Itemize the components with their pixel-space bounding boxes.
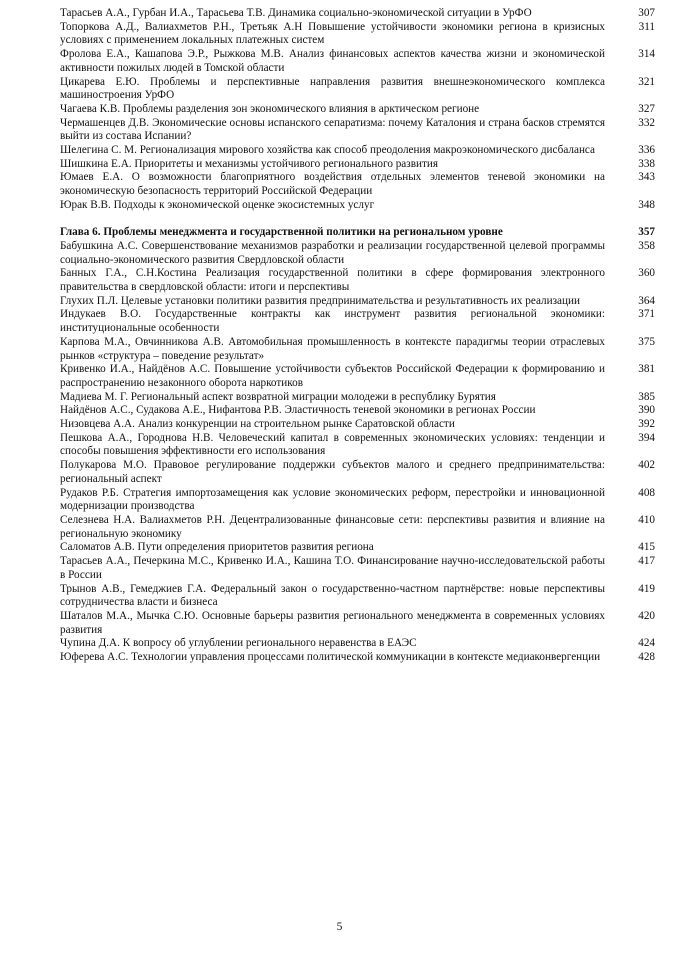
toc-entry-page: 311	[638, 20, 655, 33]
toc-entry-page: 327	[638, 102, 655, 115]
toc-entry	[60, 308, 655, 335]
toc-entry	[60, 48, 655, 75]
toc-entry-title: Индукаев В.О. Государственные контракты как инструмент развития региональной экономики: институциональные особенности	[60, 308, 605, 335]
chapter-heading	[60, 226, 655, 240]
toc-entry	[60, 336, 655, 363]
table-of-contents	[60, 7, 655, 665]
toc-entry	[60, 651, 655, 665]
toc-entry-page: 410	[638, 514, 655, 526]
toc-entry-title: Карпова М.А., Овчинникова А.В. Автомобильная промышленность в контексте парадигмы теории отраслевых рынков «структура – поведение результат»	[60, 335, 605, 362]
toc-entry-title: Низовцева А.А. Анализ конкуренции на строительном рынке Саратовской области	[60, 418, 455, 431]
toc-entry-title: Чупина Д.А. К вопросу об углублении регионального неравенства в ЕАЭС	[60, 637, 417, 650]
toc-entry	[60, 240, 655, 267]
toc-entry-page: 321	[638, 75, 655, 88]
toc-entry-page: 343	[638, 171, 655, 184]
toc-entry	[60, 541, 655, 555]
toc-entry-page: 390	[638, 404, 655, 417]
toc-entry-title: Шишкина Е.А. Приоритеты и механизмы устойчивого регионального развития	[60, 157, 438, 170]
toc-entry-page: 420	[638, 609, 655, 622]
toc-entry	[60, 610, 655, 637]
toc-entry-page: 314	[638, 48, 655, 61]
toc-entry	[60, 404, 655, 418]
page-number: 5	[336, 921, 343, 933]
toc-entry-title: Топоркова А.Д., Валиахметов Р.Н., Третьяк А.Н Повышение устойчивости экономики региона в кризисных условиях с применением локальных платежных систем	[60, 20, 605, 47]
toc-entry-page: 364	[638, 294, 655, 307]
toc-entry-page: 307	[638, 7, 655, 19]
toc-entry	[60, 432, 655, 459]
toc-entry-page: 428	[638, 651, 655, 664]
toc-entry-title: Бабушкина А.С. Совершенствование механизмов разработки и реализации государственной целевой программы социально-экономического развития Свердловской области	[60, 239, 605, 266]
toc-entry-page: 385	[638, 390, 655, 403]
toc-entry-title: Кривенко И.А., Найдёнов А.С. Повышение устойчивости субъектов Российской Федерации к формированию и распространению незаконного оборота наркотиков	[60, 363, 605, 389]
toc-entry	[60, 583, 655, 610]
toc-entry-title: Юмаев Е.А. О возможности благоприятного воздействия отдельных элементов теневой экономики на экономическую безопасность территорий Российской Федерации	[60, 171, 605, 198]
toc-entry-title: Шаталов М.А., Мычка С.Ю. Основные барьеры развития регионального менеджмента в современных условиях развития	[60, 609, 605, 636]
toc-entry-page: 417	[638, 555, 655, 568]
toc-entry	[60, 76, 655, 103]
toc-entry	[60, 267, 655, 294]
toc-entry-title: Юрак В.В. Подходы к экономической оценке экосистемных услуг	[60, 198, 375, 211]
toc-entry-title: Тарасьев А.А., Гурбан И.А., Тарасьева Т.В. Динамика социально-экономической ситуации в УрФО	[60, 7, 532, 19]
toc-entry-page: 332	[638, 116, 655, 129]
toc-entry	[60, 117, 655, 144]
toc-entry-page: 360	[638, 267, 655, 280]
chapter-page: 357	[638, 226, 655, 239]
toc-entry-title: Саломатов А.В. Пути определения приоритетов развития региона	[60, 541, 374, 554]
toc-entry-page: 419	[638, 582, 655, 595]
toc-entry-title: Мадиева М. Г. Региональный аспект возвратной миграции молодежи в республику Бурятия	[60, 390, 496, 403]
toc-entry-page: 375	[638, 335, 655, 348]
toc-entry-title: Пешкова А.А., Городнова Н.В. Человеческий капитал в современных экономических условиях: тенденции и способы повышения эффективности его использования	[60, 431, 605, 458]
toc-entry-title: Шелегина С. М. Регионализация мирового хозяйства как способ преодоления макроэкономического дисбаланса	[60, 144, 595, 157]
toc-entry	[60, 391, 655, 405]
toc-entry	[60, 295, 655, 309]
toc-entry	[60, 514, 655, 541]
toc-section-1	[60, 7, 655, 213]
toc-entry-page: 336	[638, 144, 655, 157]
toc-entry-page: 381	[638, 363, 655, 376]
toc-entry-page: 402	[638, 459, 655, 472]
toc-entry-page: 358	[638, 239, 655, 252]
toc-entry-page: 348	[638, 198, 655, 211]
toc-entry-title: Тарасьев А.А., Печеркина М.С., Кривенко И.А., Кашина Т.О. Финансирование научно-исследовательской работы в России	[60, 555, 605, 581]
toc-entry-page: 371	[638, 308, 655, 321]
toc-entry-page: 415	[638, 541, 655, 554]
toc-entry-page: 408	[638, 486, 655, 499]
toc-entry-title: Найдёнов А.С., Судакова А.Е., Нифантова Р.В. Эластичность теневой экономики в регионах России	[60, 404, 536, 417]
toc-entry	[60, 555, 655, 582]
toc-entry-title: Фролова Е.А., Кашапова Э.Р., Рыжкова М.В. Анализ финансовых аспектов качества жизни и экономической активности пожилых людей в Томской области	[60, 48, 605, 74]
toc-entry-title: Цикарева Е.Ю. Проблемы и перспективные направления развития внешнеэкономического комплекса машиностроения УрФО	[60, 75, 605, 102]
toc-entry-page: 394	[638, 431, 655, 444]
toc-entry-page: 392	[638, 418, 655, 431]
section-gap	[60, 213, 655, 227]
toc-entry-title: Трынов А.В., Гемеджиев Г.А. Федеральный закон о государственно-частном партнёрстве: новые перспективы сотрудничества власти и бизнеса	[60, 582, 605, 609]
toc-entry	[60, 144, 655, 158]
toc-entry-page: 424	[638, 637, 655, 650]
toc-section-2	[60, 240, 655, 665]
toc-entry	[60, 637, 655, 651]
toc-entry	[60, 21, 655, 48]
toc-entry-title: Чагаева К.В. Проблемы разделения зон экономического влияния в арктическом регионе	[60, 102, 480, 115]
toc-entry	[60, 171, 655, 198]
toc-entry-title: Глухих П.Л. Целевые установки политики развития предпринимательства и результативность их реализации	[60, 294, 580, 307]
chapter-title: Глава 6. Проблемы менеджмента и государственной политики на региональном уровне	[60, 226, 503, 239]
toc-entry-page: 338	[638, 157, 655, 170]
toc-entry	[60, 199, 655, 213]
toc-entry-title: Рудаков Р.Б. Стратегия импортозамещения как условие экономических реформ, перестройки и инновационной модернизации производства	[60, 486, 605, 513]
toc-entry	[60, 103, 655, 117]
toc-entry-title: Селезнева Н.А. Валиахметов Р.Н. Децентрализованные финансовые сети: перспективы развития и влияние на региональную экономику	[60, 514, 605, 540]
toc-entry	[60, 158, 655, 172]
toc-entry	[60, 7, 655, 21]
toc-entry	[60, 418, 655, 432]
toc-entry	[60, 459, 655, 486]
toc-entry-title: Полукарова М.О. Правовое регулирование поддержки субъектов малого и среднего предпринимательства: региональный аспект	[60, 459, 605, 485]
toc-entry-title: Чермашенцев Д.В. Экономические основы испанского сепаратизма: почему Каталония и страна басков стремятся выйти из состава Испании?	[60, 116, 605, 143]
toc-entry-title: Юферева А.С. Технологии управления процессами политической коммуникации в контексте медиаконвергенции	[60, 651, 601, 664]
toc-entry-title: Банных Г.А., С.Н.Костина Реализация государственной политики в сфере формирования электронного правительства в свердловской области: итоги и перспективы	[60, 267, 605, 294]
toc-entry	[60, 487, 655, 514]
toc-entry	[60, 363, 655, 390]
